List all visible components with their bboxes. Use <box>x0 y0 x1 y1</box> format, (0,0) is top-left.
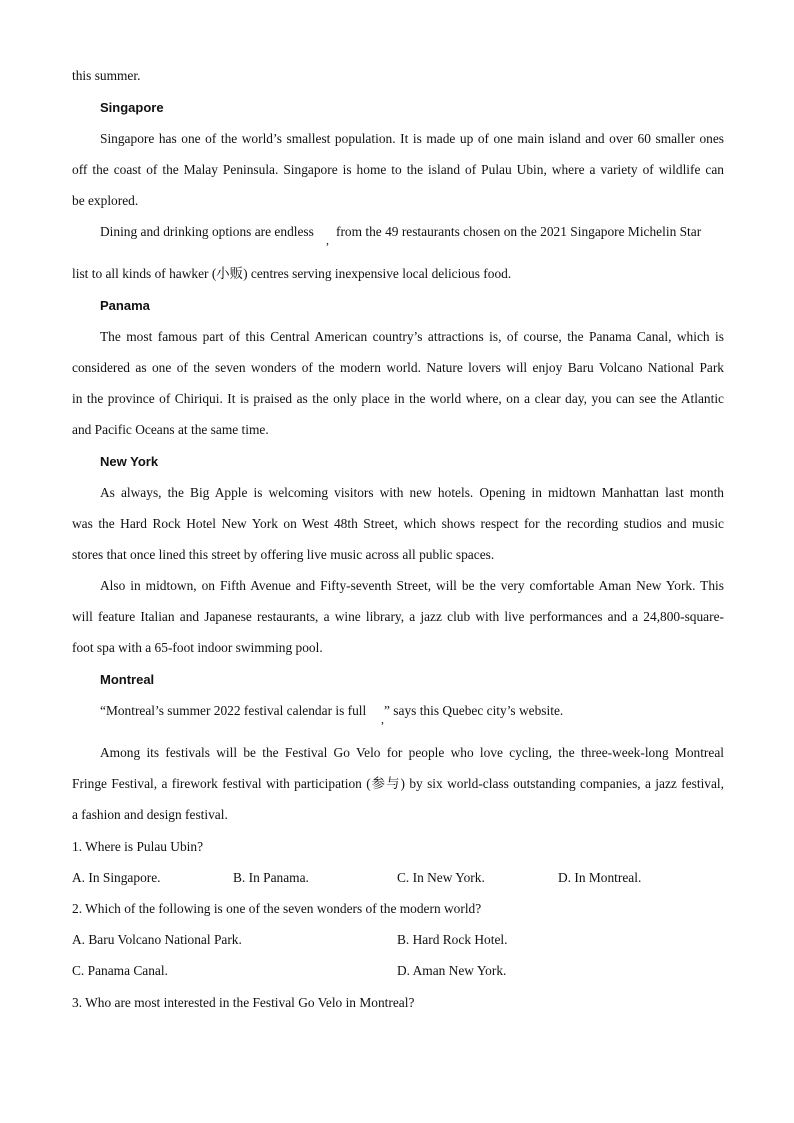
panama-line4: and Pacific Oceans at the same time. <box>72 422 269 437</box>
singapore-p2-line1-part1: Dining and drinking options are endless <box>100 224 314 239</box>
question-2-option-a[interactable]: A. Baru Volcano National Park. <box>72 932 242 947</box>
newyork-p2-line1: Also in midtown, on Fifth Avenue and Fifty-seventh Street, will be the very comfortable Aman New York. This <box>100 578 724 593</box>
panama-line3: in the province of Chiriqui. It is praised as the only place in the world where, on a clear day, you can see the Atlantic <box>72 391 724 406</box>
singapore-p2-line1-part2: from the 49 restaurants chosen on the 2021 Singapore Michelin Star <box>336 224 702 239</box>
singapore-p2-line1 <box>100 223 724 247</box>
montreal-p2-line1: Among its festivals will be the Festival Go Velo for people who love cycling, the three-week-long Montreal <box>100 745 724 760</box>
comma-mark: , <box>326 233 329 247</box>
question-2-option-b[interactable]: B. Hard Rock Hotel. <box>397 932 508 947</box>
newyork-p1-line2: was the Hard Rock Hotel New York on West 48th Street, which shows respect for the recording studios and music <box>72 516 724 531</box>
panama-line2: considered as one of the seven wonders of the modern world. Nature lovers will enjoy Baru Volcano National Park <box>72 360 724 375</box>
heading-montreal: Montreal <box>100 672 155 687</box>
newyork-p1-line3: stores that once lined this street by offering live music across all public spaces. <box>72 547 495 562</box>
singapore-p1-line1: Singapore has one of the world’s smallest population. It is made up of one main island and over 60 smaller ones <box>100 131 724 146</box>
question-1-option-d[interactable]: D. In Montreal. <box>558 870 642 885</box>
heading-panama: Panama <box>100 298 150 313</box>
question-2-stem: 2. Which of the following is one of the seven wonders of the modern world? <box>72 901 482 916</box>
heading-singapore: Singapore <box>100 100 164 115</box>
newyork-p1-line1: As always, the Big Apple is welcoming visitors with new hotels. Opening in midtown Manhattan last month <box>100 485 724 500</box>
montreal-quote-part1: “Montreal’s summer 2022 festival calendar is full <box>100 703 367 718</box>
question-3-stem: 3. Who are most interested in the Festival Go Velo in Montreal? <box>72 995 415 1010</box>
montreal-p2-line2: Fringe Festival, a firework festival with participation (参与) by six world-class outstanding companies, a jazz festival, <box>72 776 724 791</box>
question-1-option-b[interactable]: B. In Panama. <box>233 870 309 885</box>
newyork-p2-line3: foot spa with a 65-foot indoor swimming pool. <box>72 640 323 655</box>
singapore-p1-line2: off the coast of the Malay Peninsula. Singapore is home to the island of Pulau Ubin, where a variety of wildlife can <box>72 162 724 177</box>
panama-line1: The most famous part of this Central American country’s attractions is, of course, the Panama Canal, which is <box>100 329 724 344</box>
question-1-stem: 1. Where is Pulau Ubin? <box>72 839 204 854</box>
singapore-p2-line2: list to all kinds of hawker (小贩) centres serving inexpensive local delicious food. <box>72 266 512 281</box>
question-2-option-c[interactable]: C. Panama Canal. <box>72 963 168 978</box>
question-1-option-a[interactable]: A. In Singapore. <box>72 870 161 885</box>
montreal-quote-line <box>100 702 724 726</box>
comma-mark: , <box>381 712 384 726</box>
singapore-p1-line3: be explored. <box>72 193 139 208</box>
montreal-p2-line3: a fashion and design festival. <box>72 807 228 822</box>
montreal-quote-part2: ” says this Quebec city’s website. <box>384 703 564 718</box>
heading-new-york: New York <box>100 454 159 469</box>
question-2-option-d[interactable]: D. Aman New York. <box>397 963 507 978</box>
question-1-option-c[interactable]: C. In New York. <box>397 870 485 885</box>
intro-end-text: this summer. <box>72 68 141 83</box>
newyork-p2-line2: will feature Italian and Japanese restaurants, a wine library, a jazz club with live performances and a 24,800-square- <box>72 609 724 624</box>
